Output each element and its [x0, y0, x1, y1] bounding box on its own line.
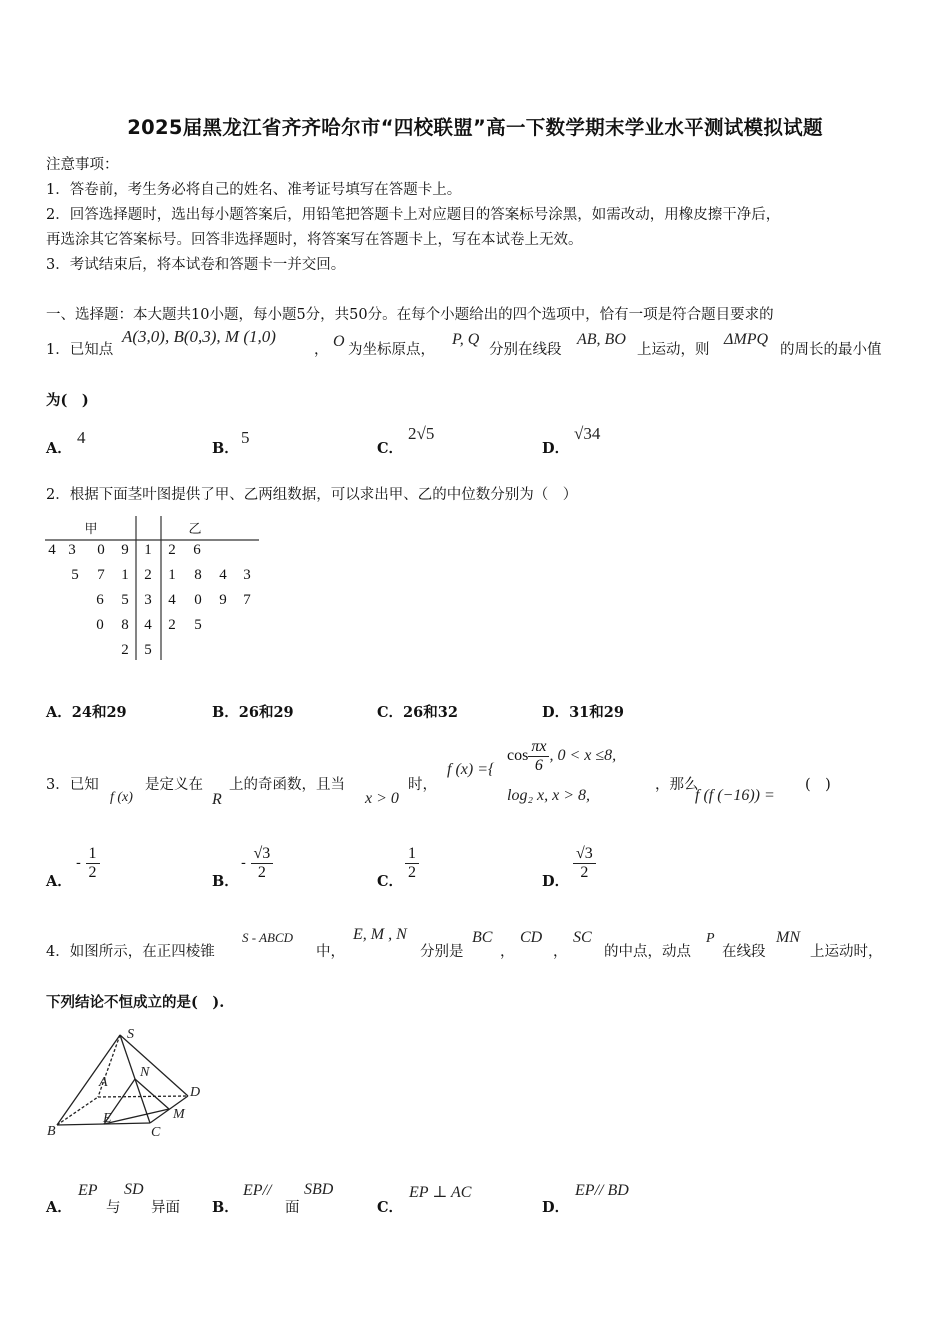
- option-label: C．: [377, 704, 404, 721]
- label-c: C: [151, 1125, 161, 1140]
- q3-case1: [507, 738, 616, 775]
- q4-text: 分别是: [420, 944, 464, 960]
- label-a: A: [99, 1075, 108, 1090]
- q3-fx-def: f (x) ={: [447, 761, 495, 778]
- q1-option-d-label[interactable]: D．: [542, 440, 570, 457]
- leaf-right: 8: [194, 567, 202, 583]
- fraction-numerator: √3: [251, 845, 274, 864]
- q3-text: 时，: [408, 777, 437, 793]
- q3-option-a-label[interactable]: A．: [46, 873, 72, 890]
- q1-option-d-value: √34: [574, 424, 601, 443]
- q3-answer-blank: ( ): [805, 777, 831, 793]
- leaf-left: 0: [97, 542, 105, 558]
- leaf-left: 2: [121, 642, 129, 658]
- q3-text: 是定义在: [145, 777, 203, 793]
- q1-text: 为坐标原点，: [348, 342, 435, 358]
- q4-option-a-ep: EP: [78, 1182, 98, 1199]
- q2-text: 2．根据下面茎叶图提供了甲、乙两组数据，可以求出甲、乙的中位数分别为（ ）: [46, 487, 578, 503]
- option-fraction: [251, 845, 274, 882]
- label-d: D: [190, 1085, 201, 1100]
- option-fraction: [573, 845, 596, 882]
- q1-text: ，: [314, 342, 329, 358]
- leaf-right: 0: [194, 592, 202, 608]
- option-sign: -: [241, 855, 246, 872]
- q3-option-b-value: [241, 845, 273, 882]
- option-fraction: [86, 845, 100, 882]
- page-title: 2025届黑龙江省齐齐哈尔市“四校联盟”高一下数学期末学业水平测试模拟试题: [127, 116, 823, 139]
- q1-text: 分别在线段: [489, 342, 562, 358]
- q4-option-b-ep: EP//: [243, 1182, 272, 1199]
- q4-option-b-label[interactable]: B．: [212, 1199, 239, 1216]
- leaf-right: 5: [194, 617, 202, 633]
- q4-option-a-text: 与: [106, 1200, 121, 1216]
- q4-seg-sc: SC: [573, 929, 592, 946]
- stem-value: 3: [144, 592, 152, 608]
- q3-R: R: [212, 791, 222, 808]
- stem-header-right: 乙: [188, 522, 202, 537]
- fraction-numerator: √3: [573, 845, 596, 864]
- option-label: D．: [542, 704, 570, 721]
- leaf-right: 7: [243, 592, 251, 608]
- q4-text: 中，: [316, 944, 345, 960]
- q4-option-c-expr: EP ⊥ AC: [409, 1184, 472, 1201]
- q4-seg-bc: BC: [472, 929, 493, 946]
- option-value: 31和29: [569, 704, 624, 721]
- q1-origin: O: [333, 333, 345, 350]
- leaf-left: 5: [121, 592, 129, 608]
- q4-pyramid: S - ABCD: [242, 930, 294, 945]
- q2-option-b[interactable]: [212, 701, 294, 722]
- q3-option-a-value: [76, 845, 100, 882]
- fraction-denominator: 2: [408, 864, 416, 881]
- stem-value: 4: [144, 617, 152, 633]
- q1-points: A(3,0), B(0,3), M (1,0): [122, 327, 276, 346]
- q1-text: 1．已知点: [46, 342, 114, 358]
- q4-option-a-sd: SD: [124, 1181, 144, 1198]
- leaf-left: 7: [97, 567, 105, 583]
- q3-condition: x > 0: [365, 790, 399, 807]
- leaf-left: 0: [96, 617, 104, 633]
- label-n: N: [140, 1065, 150, 1080]
- leaf-right: 3: [243, 567, 251, 583]
- q1-option-c-value: 2√5: [408, 424, 435, 443]
- option-label: B．: [212, 704, 239, 721]
- q3-text: 上的奇函数，且当: [229, 777, 345, 793]
- q4-text: ，: [553, 944, 568, 960]
- option-sign: -: [76, 855, 81, 872]
- q1-triangle: ΔMPQ: [724, 331, 769, 348]
- q3-option-c-value: [405, 845, 419, 882]
- q1-option-a-value: 4: [77, 428, 86, 447]
- q3-pi-fraction: [528, 738, 549, 775]
- q1-segments: AB, BO: [577, 331, 626, 348]
- leaf-right: 9: [219, 592, 227, 608]
- q4-option-a-text: 异面: [151, 1200, 180, 1216]
- leaf-left: 3: [68, 542, 76, 558]
- section-heading: 一、选择题：本大题共10小题，每小题5分，共50分。在每个小题给出的四个选项中，恰有一项是符合题目要求的: [46, 307, 774, 323]
- q1-text: 上运动，则: [637, 342, 710, 358]
- stem-header-left: 甲: [84, 522, 98, 537]
- notice-item: 3．考试结束后，将本试卷和答题卡一并交回。: [46, 257, 346, 273]
- q4-seg-cd: CD: [520, 929, 543, 946]
- q4-text: 的中点，动点: [604, 944, 691, 960]
- q1-option-b-value: 5: [241, 428, 250, 447]
- q3-cos: cos: [507, 747, 529, 765]
- q3-fx: f (x): [110, 790, 133, 805]
- notice-item: 再选涂其它答案标号。回答非选择题时，将答案写在答题卡上，写在本试卷上无效。: [46, 232, 583, 248]
- q1-text: 的周长的最小值: [780, 342, 882, 358]
- q4-text: 上运动时，: [810, 944, 883, 960]
- fraction-denominator: 2: [257, 864, 266, 881]
- q4-option-d-expr: EP// BD: [575, 1182, 629, 1199]
- option-fraction: [405, 845, 419, 882]
- q4-text: 4．如图所示，在正四棱锥: [46, 944, 215, 960]
- leaf-left: 6: [96, 592, 104, 608]
- q4-seg-mn: MN: [776, 929, 800, 946]
- stem-leaf-lines: [45, 512, 275, 662]
- fraction-denominator: 6: [534, 757, 543, 774]
- notice-heading: 注意事项：: [46, 157, 119, 173]
- q3-case1-range: , 0 < x ≤8,: [549, 747, 617, 765]
- stem-value: 5: [144, 642, 152, 658]
- pyramid-diagram: [45, 1025, 210, 1145]
- q3-option-d-label[interactable]: D．: [542, 873, 570, 890]
- option-label: A．: [46, 704, 72, 721]
- option-value: 26和32: [403, 704, 458, 721]
- q4-points: E, M , N: [353, 926, 407, 943]
- leaf-right: 1: [168, 567, 176, 583]
- q4-option-d-label[interactable]: D．: [542, 1199, 570, 1216]
- q4-option-b-text: 面: [285, 1200, 300, 1216]
- q4-option-c-label[interactable]: C．: [377, 1199, 404, 1216]
- leaf-left: 9: [121, 542, 129, 558]
- label-m: M: [173, 1107, 185, 1122]
- q1-pq: P, Q: [452, 331, 480, 348]
- q1-option-a-label[interactable]: A．: [46, 440, 72, 457]
- stem-value: 2: [144, 567, 152, 583]
- pyramid-figure: [45, 1025, 210, 1145]
- q3-option-b-label[interactable]: B．: [212, 873, 239, 890]
- label-s: S: [127, 1027, 134, 1042]
- fraction-denominator: 2: [580, 864, 589, 881]
- notice-item: 1．答卷前，考生务必将自己的姓名、准考证号填写在答题卡上。: [46, 182, 462, 198]
- option-value: 26和29: [238, 704, 294, 721]
- leaf-left: 4: [48, 542, 56, 558]
- q3-option-d-value: [573, 845, 596, 882]
- leaf-left: 5: [71, 567, 79, 583]
- notice-item: 2．回答选择题时，选出每小题答案后，用铅笔把答题卡上对应题目的答案标号涂黑，如需改动，用橡皮擦干净后，: [46, 207, 781, 223]
- fraction-numerator: πx: [528, 738, 549, 757]
- stem-leaf-plot: [45, 512, 275, 662]
- q4-text: 在线段: [722, 944, 766, 960]
- fraction-denominator: 2: [88, 864, 97, 881]
- q4-option-b-sbd: SBD: [304, 1181, 334, 1198]
- q4-text: ，: [500, 944, 515, 960]
- q1-text: 为( ): [46, 392, 89, 409]
- q3-text: ，那么: [655, 777, 699, 793]
- stem-value: 1: [144, 542, 152, 558]
- leaf-right: 2: [168, 617, 176, 633]
- q4-text: 下列结论不恒成立的是( ).: [46, 994, 225, 1011]
- q1-option-c-label[interactable]: C．: [377, 440, 404, 457]
- leaf-left: 1: [121, 567, 129, 583]
- leaf-right: 6: [193, 542, 201, 558]
- q3-option-c-label[interactable]: C．: [377, 873, 404, 890]
- fraction-numerator: 1: [405, 845, 419, 864]
- label-e: E: [103, 1111, 112, 1126]
- q3-text: 3．已知: [46, 777, 99, 793]
- fraction-numerator: 1: [86, 845, 100, 864]
- q4-point-p: P: [706, 931, 715, 946]
- label-b: B: [47, 1124, 56, 1139]
- q1-option-b-label[interactable]: B．: [212, 440, 239, 457]
- leaf-right: 4: [168, 592, 176, 608]
- leaf-right: 2: [168, 542, 176, 558]
- q4-option-a-label[interactable]: A．: [46, 1199, 72, 1216]
- q3-expression: f (f (−16)) =: [695, 787, 775, 804]
- leaf-left: 8: [121, 617, 129, 633]
- leaf-right: 4: [219, 567, 227, 583]
- q2-option-a[interactable]: [46, 701, 127, 722]
- option-value: 24和29: [71, 704, 127, 721]
- q2-option-c[interactable]: [377, 701, 458, 722]
- q3-case2: log₂ x, x > 8,: [507, 787, 591, 804]
- q2-option-d[interactable]: [542, 701, 624, 722]
